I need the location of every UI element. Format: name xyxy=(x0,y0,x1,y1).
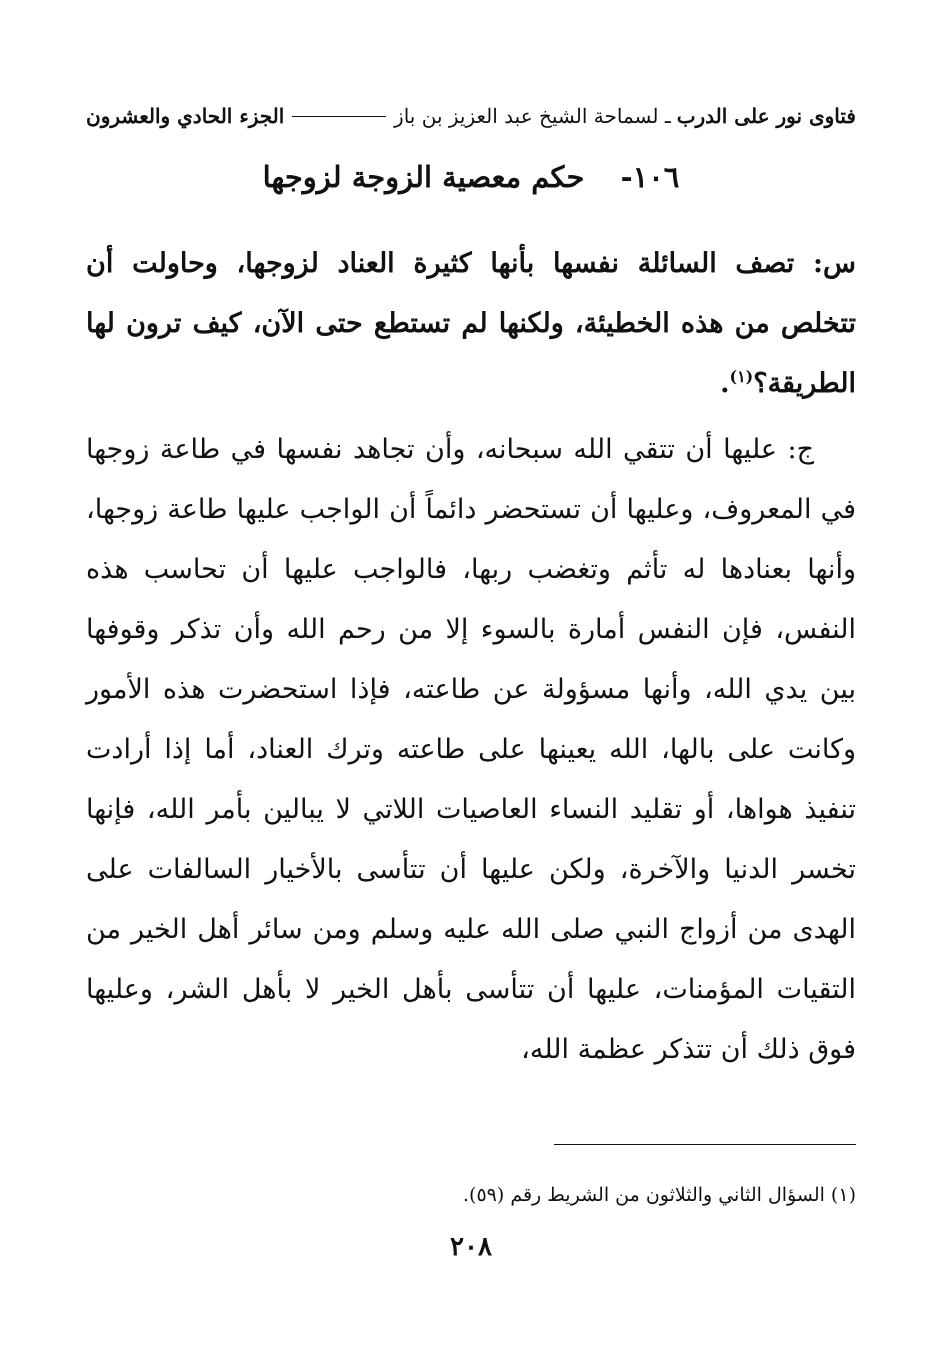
header-author: ـ لسماحة الشيخ عبد العزيز بن باز xyxy=(394,104,671,128)
question-text: س: تصف السائلة نفسها بأنها كثيرة العناد لزوجها، وحاولت أن تتخلص من هذه الخطيئة، ولكنها لم تستطع حتى الآن، كيف ترون لها الطريقة؟ xyxy=(86,248,856,399)
article-title: حكم معصية الزوجة لزوجها xyxy=(262,160,585,194)
header-separator-line xyxy=(292,116,386,117)
question-end-mark: . xyxy=(720,368,730,399)
running-header xyxy=(86,98,856,134)
article-heading xyxy=(86,160,856,194)
question-paragraph xyxy=(86,234,856,414)
article-body xyxy=(86,234,856,1080)
footnote-text: (١) السؤال الثاني والثلاثون من الشريط رقم (٥٩). xyxy=(463,1184,856,1206)
header-volume: الجزء الحادي والعشرون xyxy=(86,104,285,128)
footnote-divider xyxy=(554,1144,856,1145)
footnote-reference: (١) xyxy=(729,367,754,386)
header-book-title: فتاوى نور على الدرب xyxy=(676,104,856,128)
page-number: ٢٠٨ xyxy=(450,1232,492,1262)
answer-paragraph: ج: عليها أن تتقي الله سبحانه، وأن تجاهد نفسها في طاعة زوجها في المعروف، وعليها أن تستحضر دائماً أن الواجب عليها طاعة زوجها، وأنها بعنادها له تأثم وتغضب ربها، فالواجب عليها أن تحاسب هذه النفس، فإن النفس أمارة بالسوء إلا من رحم الله وأن تذكر وقوفها بين يدي الله، وأنها مسؤولة عن طاعته، فإذا استحضرت هذه الأمور وكانت على بالها، الله يعينها على طاعته وترك العناد، أما إذا أرادت تنفيذ هواها، أو تقليد النساء العاصيات اللاتي لا يبالين بأمر الله، فإنها تخسر الدنيا والآخرة، ولكن عليها أن تتأسى بالأخيار السالفات على الهدى من أزواج النبي صلى الله عليه وسلم ومن سائر أهل الخير من التقيات المؤمنات، عليها أن تتأسى بأهل الخير لا بأهل الشر، وعليها فوق ذلك أن تتذكر عظمة الله، xyxy=(86,434,856,1065)
article-number: ١٠٦- xyxy=(620,160,680,194)
